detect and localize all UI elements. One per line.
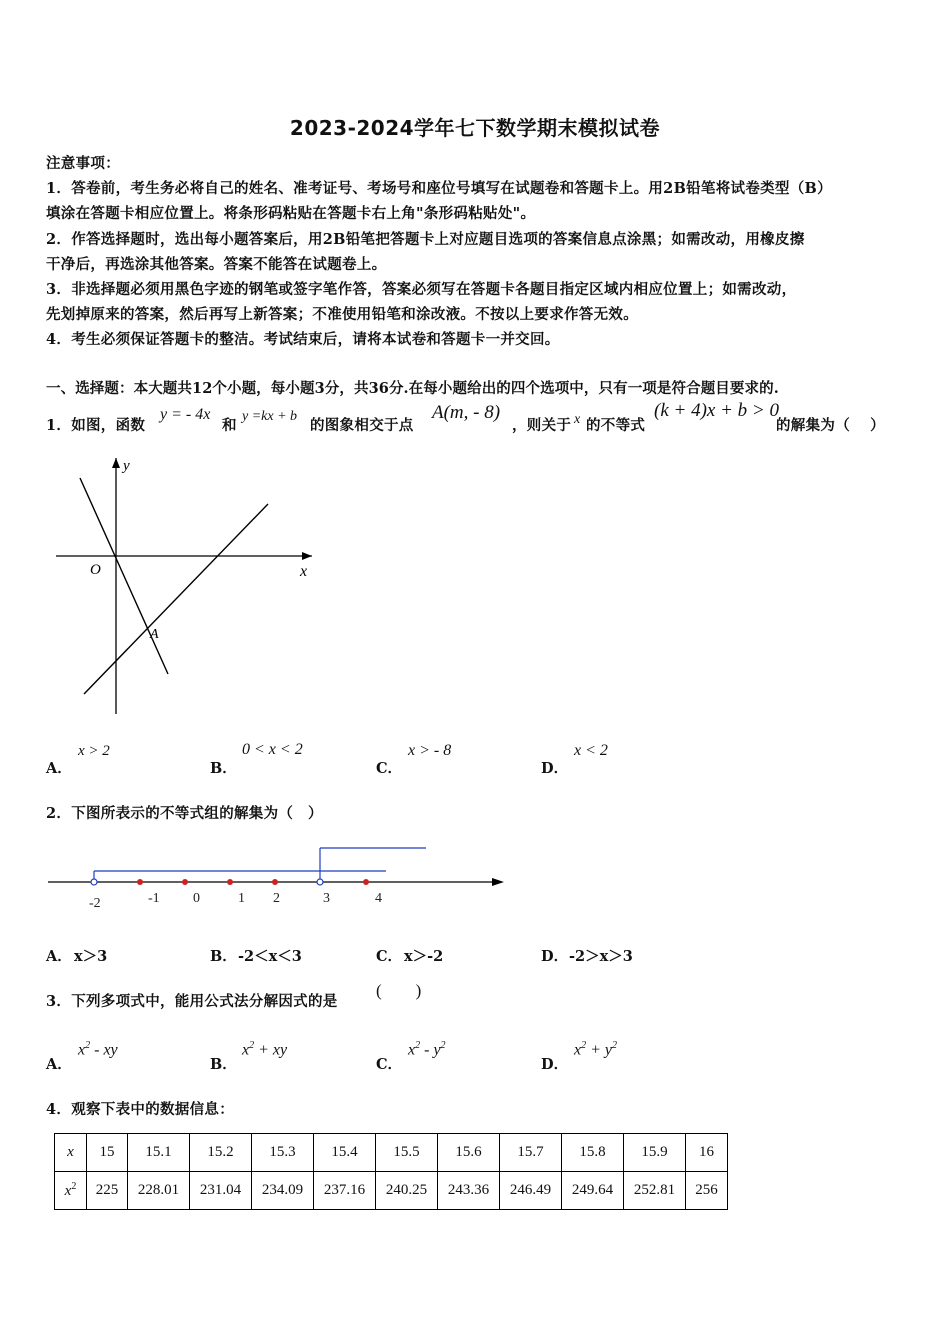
option-a-value[interactable]: x > 2 xyxy=(78,743,110,759)
q1-text: 的图象相交于点 xyxy=(310,417,414,434)
table-header-x2 xyxy=(55,1172,87,1210)
option-c-letter[interactable]: C． xyxy=(376,948,403,965)
origin-label: O xyxy=(90,562,101,578)
tick-label: -1 xyxy=(148,891,160,906)
table-cell: 228.01 xyxy=(128,1172,190,1210)
option-a-letter[interactable]: A． xyxy=(46,948,72,965)
q1-text: 和 xyxy=(222,417,237,434)
tick-dot-4 xyxy=(363,879,369,885)
option-b-letter[interactable]: B． xyxy=(210,948,237,965)
table-cell: 15.3 xyxy=(252,1134,314,1172)
notice-heading: 注意事项： xyxy=(46,155,120,172)
tick-label: -2 xyxy=(89,896,101,911)
option-b-value[interactable] xyxy=(242,1040,287,1059)
q1-text: 的不等式 xyxy=(586,417,646,434)
option-a-value[interactable] xyxy=(78,1040,118,1059)
y-axis-label: y xyxy=(123,458,130,474)
table-cell: 15.1 xyxy=(128,1134,190,1172)
option-a-letter[interactable]: A． xyxy=(46,1056,72,1073)
line-y-kx-b xyxy=(84,504,268,694)
notice-line: 先划掉原来的答案，然后再写上新答案；不准使用铅笔和涂改液。不按以上要求作答无效。 xyxy=(46,306,638,323)
q1-formula-3: A(m, - 8) xyxy=(432,402,501,423)
q1-graph xyxy=(46,452,336,722)
term: x xyxy=(242,1041,250,1059)
term: - y xyxy=(420,1041,441,1059)
q3-stem: 3．下列多项式中，能用公式法分解因式的是 xyxy=(46,993,338,1010)
exponent: 2 xyxy=(415,1040,421,1051)
option-c-value[interactable]: x＞-2 xyxy=(404,948,444,965)
tick-dot-2 xyxy=(272,879,278,885)
section-heading: 一、选择题：本大题共12个小题，每小题3分，共36分.在每小题给出的四个选项中，只有一项是符合题目要求的. xyxy=(46,380,779,397)
table-cell: 16 xyxy=(686,1134,728,1172)
page-title: 2023-2024学年七下数学期末模拟试卷 xyxy=(289,116,661,140)
notice-line: 2．作答选择题时，选出每小题答案后，用2B铅笔把答题卡上对应题目选项的答案信息点涂黑；如需改动，用橡皮擦 xyxy=(46,231,805,248)
q1-formula-1: y = - 4x xyxy=(160,406,211,423)
notice-line: 1．答卷前，考生务必将自己的姓名、准考证号、考场号和座位号填写在试题卷和答题卡上。用2B铅笔将试卷类型（B） xyxy=(46,180,832,197)
x-axis-label: x xyxy=(300,563,308,580)
table-cell: 15.2 xyxy=(190,1134,252,1172)
option-a-value[interactable]: x＞3 xyxy=(74,948,108,965)
tick-label: 4 xyxy=(375,891,382,906)
exponent: 2 xyxy=(85,1040,91,1051)
option-c-letter[interactable]: C． xyxy=(376,760,403,777)
tick-dot-0 xyxy=(182,879,188,885)
table-cell: 234.09 xyxy=(252,1172,314,1210)
exponent: 2 xyxy=(71,1181,77,1192)
table-row-x xyxy=(55,1134,728,1172)
q1-formula-4: x xyxy=(574,412,581,427)
y-axis-arrow xyxy=(112,458,120,468)
open-point-neg2 xyxy=(91,879,97,885)
exponent: 2 xyxy=(612,1040,618,1051)
table-cell: 225 xyxy=(87,1172,128,1210)
table-cell: 15.7 xyxy=(500,1134,562,1172)
x-axis-arrow xyxy=(302,552,312,560)
table-cell: 237.16 xyxy=(314,1172,376,1210)
term: x xyxy=(78,1041,86,1059)
q4-data-table xyxy=(54,1133,728,1210)
table-cell: 256 xyxy=(686,1172,728,1210)
notice-line: 3．非选择题必须用黑色字迹的钢笔或签字笔作答，答案必须写在答题卡各题目指定区域内相应位置上；如需改动， xyxy=(46,281,797,298)
table-cell: 246.49 xyxy=(500,1172,562,1210)
q1-text: 的解集为（ ） xyxy=(776,417,885,434)
q2-number-line xyxy=(40,840,520,915)
exponent: 2 xyxy=(440,1040,446,1051)
notice-line: 填涂在答题卡相应位置上。将条形码粘贴在答题卡右上角"条形码粘贴处"。 xyxy=(46,205,536,222)
option-c-value[interactable] xyxy=(408,1040,446,1059)
option-a-letter[interactable]: A． xyxy=(46,760,72,777)
q2-stem: 2．下图所表示的不等式组的解集为（ ） xyxy=(46,805,323,822)
option-c-value[interactable]: x > - 8 xyxy=(408,742,452,759)
q4-stem: 4．观察下表中的数据信息： xyxy=(46,1101,234,1118)
table-cell: 231.04 xyxy=(190,1172,252,1210)
term: + y xyxy=(586,1041,613,1059)
q1-text: ，则关于 xyxy=(512,417,572,434)
table-row-x2 xyxy=(55,1172,728,1210)
table-cell: 252.81 xyxy=(624,1172,686,1210)
q1-formula-2: y =kx + b xyxy=(242,409,298,424)
table-cell: 15 xyxy=(87,1134,128,1172)
option-b-value[interactable]: -2＜x＜3 xyxy=(238,948,302,965)
point-a-label: A xyxy=(150,627,159,642)
table-cell: 15.4 xyxy=(314,1134,376,1172)
open-point-3 xyxy=(317,879,323,885)
term: + xy xyxy=(254,1041,288,1059)
term: x xyxy=(574,1041,582,1059)
exponent: 2 xyxy=(249,1040,255,1051)
option-d-letter[interactable]: D． xyxy=(541,760,569,777)
option-b-letter[interactable]: B． xyxy=(210,1056,237,1073)
term: x xyxy=(408,1041,416,1059)
table-cell: 243.36 xyxy=(438,1172,500,1210)
notice-line: 4．考生必须保证答题卡的整洁。考试结束后，请将本试卷和答题卡一并交回。 xyxy=(46,331,560,348)
q1-text: 1．如图，函数 xyxy=(46,417,146,434)
tick-dot-neg1 xyxy=(137,879,143,885)
q3-paren: ( ) xyxy=(376,981,422,1000)
option-d-letter[interactable]: D． xyxy=(541,1056,569,1073)
tick-label: 3 xyxy=(323,891,330,906)
option-d-letter[interactable]: D． xyxy=(541,948,569,965)
tick-dot-1 xyxy=(227,879,233,885)
table-cell: 15.5 xyxy=(376,1134,438,1172)
option-d-value[interactable]: x < 2 xyxy=(574,742,608,759)
option-d-value[interactable]: -2＞x＞3 xyxy=(569,948,633,965)
tick-label: 2 xyxy=(273,891,280,906)
term: x xyxy=(64,1183,72,1199)
option-b-letter[interactable]: B． xyxy=(210,760,237,777)
exponent: 2 xyxy=(581,1040,587,1051)
option-b-value[interactable]: 0 < x < 2 xyxy=(242,741,303,758)
table-cell: 249.64 xyxy=(562,1172,624,1210)
table-cell: 240.25 xyxy=(376,1172,438,1210)
option-c-letter[interactable]: C． xyxy=(376,1056,403,1073)
table-cell: 15.9 xyxy=(624,1134,686,1172)
table-cell: 15.6 xyxy=(438,1134,500,1172)
tick-label: 1 xyxy=(238,891,245,906)
table-header-x: x xyxy=(55,1134,87,1172)
term: - xy xyxy=(90,1041,118,1059)
notice-line: 干净后，再选涂其他答案。答案不能答在试题卷上。 xyxy=(46,256,387,273)
tick-label: 0 xyxy=(193,891,200,906)
table-cell: 15.8 xyxy=(562,1134,624,1172)
number-line-arrow xyxy=(492,878,504,886)
option-d-value[interactable] xyxy=(574,1040,617,1059)
q1-formula-5: (k + 4)x + b > 0 xyxy=(654,400,779,421)
